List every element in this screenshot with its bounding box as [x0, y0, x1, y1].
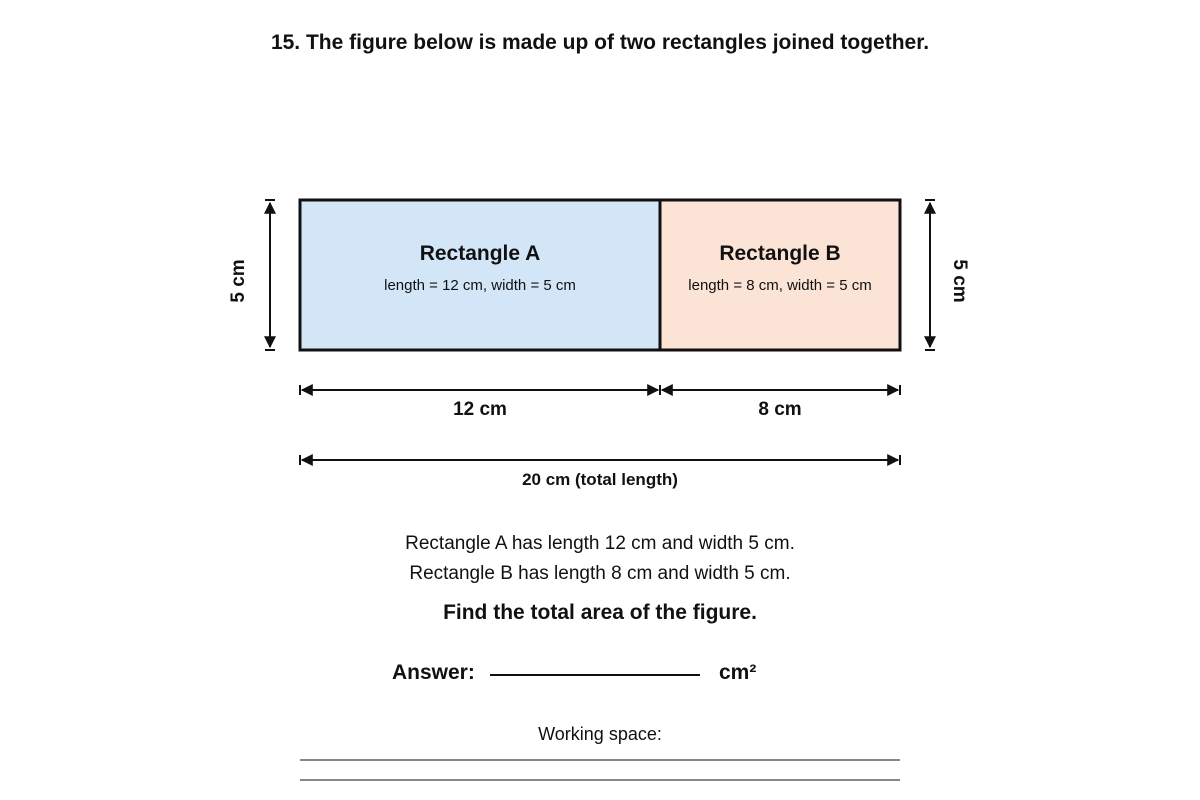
- working-line[interactable]: [300, 759, 900, 761]
- answer-input[interactable]: [490, 660, 700, 676]
- rectangle-a-dims: length = 12 cm, width = 5 cm: [384, 277, 576, 294]
- left-height-dimension: [228, 200, 275, 350]
- rectangle-b: [660, 200, 900, 350]
- right-height-dimension: [925, 200, 970, 350]
- length-a-label: 12 cm: [453, 399, 507, 420]
- rectangle-b-title: Rectangle B: [719, 242, 841, 265]
- total-length-dimension: [300, 455, 900, 489]
- right-height-label: 5 cm: [949, 259, 970, 303]
- length-b-label: 8 cm: [758, 399, 802, 420]
- left-height-label: 5 cm: [228, 259, 249, 303]
- answer-label: Answer:: [392, 661, 475, 684]
- rectangle-b-dims: length = 8 cm, width = 5 cm: [688, 277, 872, 294]
- rectangle-a: [300, 200, 660, 350]
- question-text: 15. The figure below is made up of two rectangles joined together.: [270, 31, 930, 54]
- task-text: Find the total area of the figure.: [443, 601, 757, 624]
- answer-unit: cm²: [719, 661, 757, 684]
- working-line[interactable]: [300, 779, 900, 781]
- statement-rectangle-a: Rectangle A has length 12 cm and width 5 cm.: [405, 533, 795, 554]
- statement-rectangle-b: Rectangle B has length 8 cm and width 5 cm.: [409, 563, 791, 584]
- length-b-dimension: [662, 385, 900, 420]
- total-length-label: 20 cm (total length): [522, 470, 678, 489]
- rectangle-a-title: Rectangle A: [419, 242, 541, 265]
- working-space-label: Working space:: [538, 724, 662, 744]
- length-a-dimension: [300, 385, 660, 420]
